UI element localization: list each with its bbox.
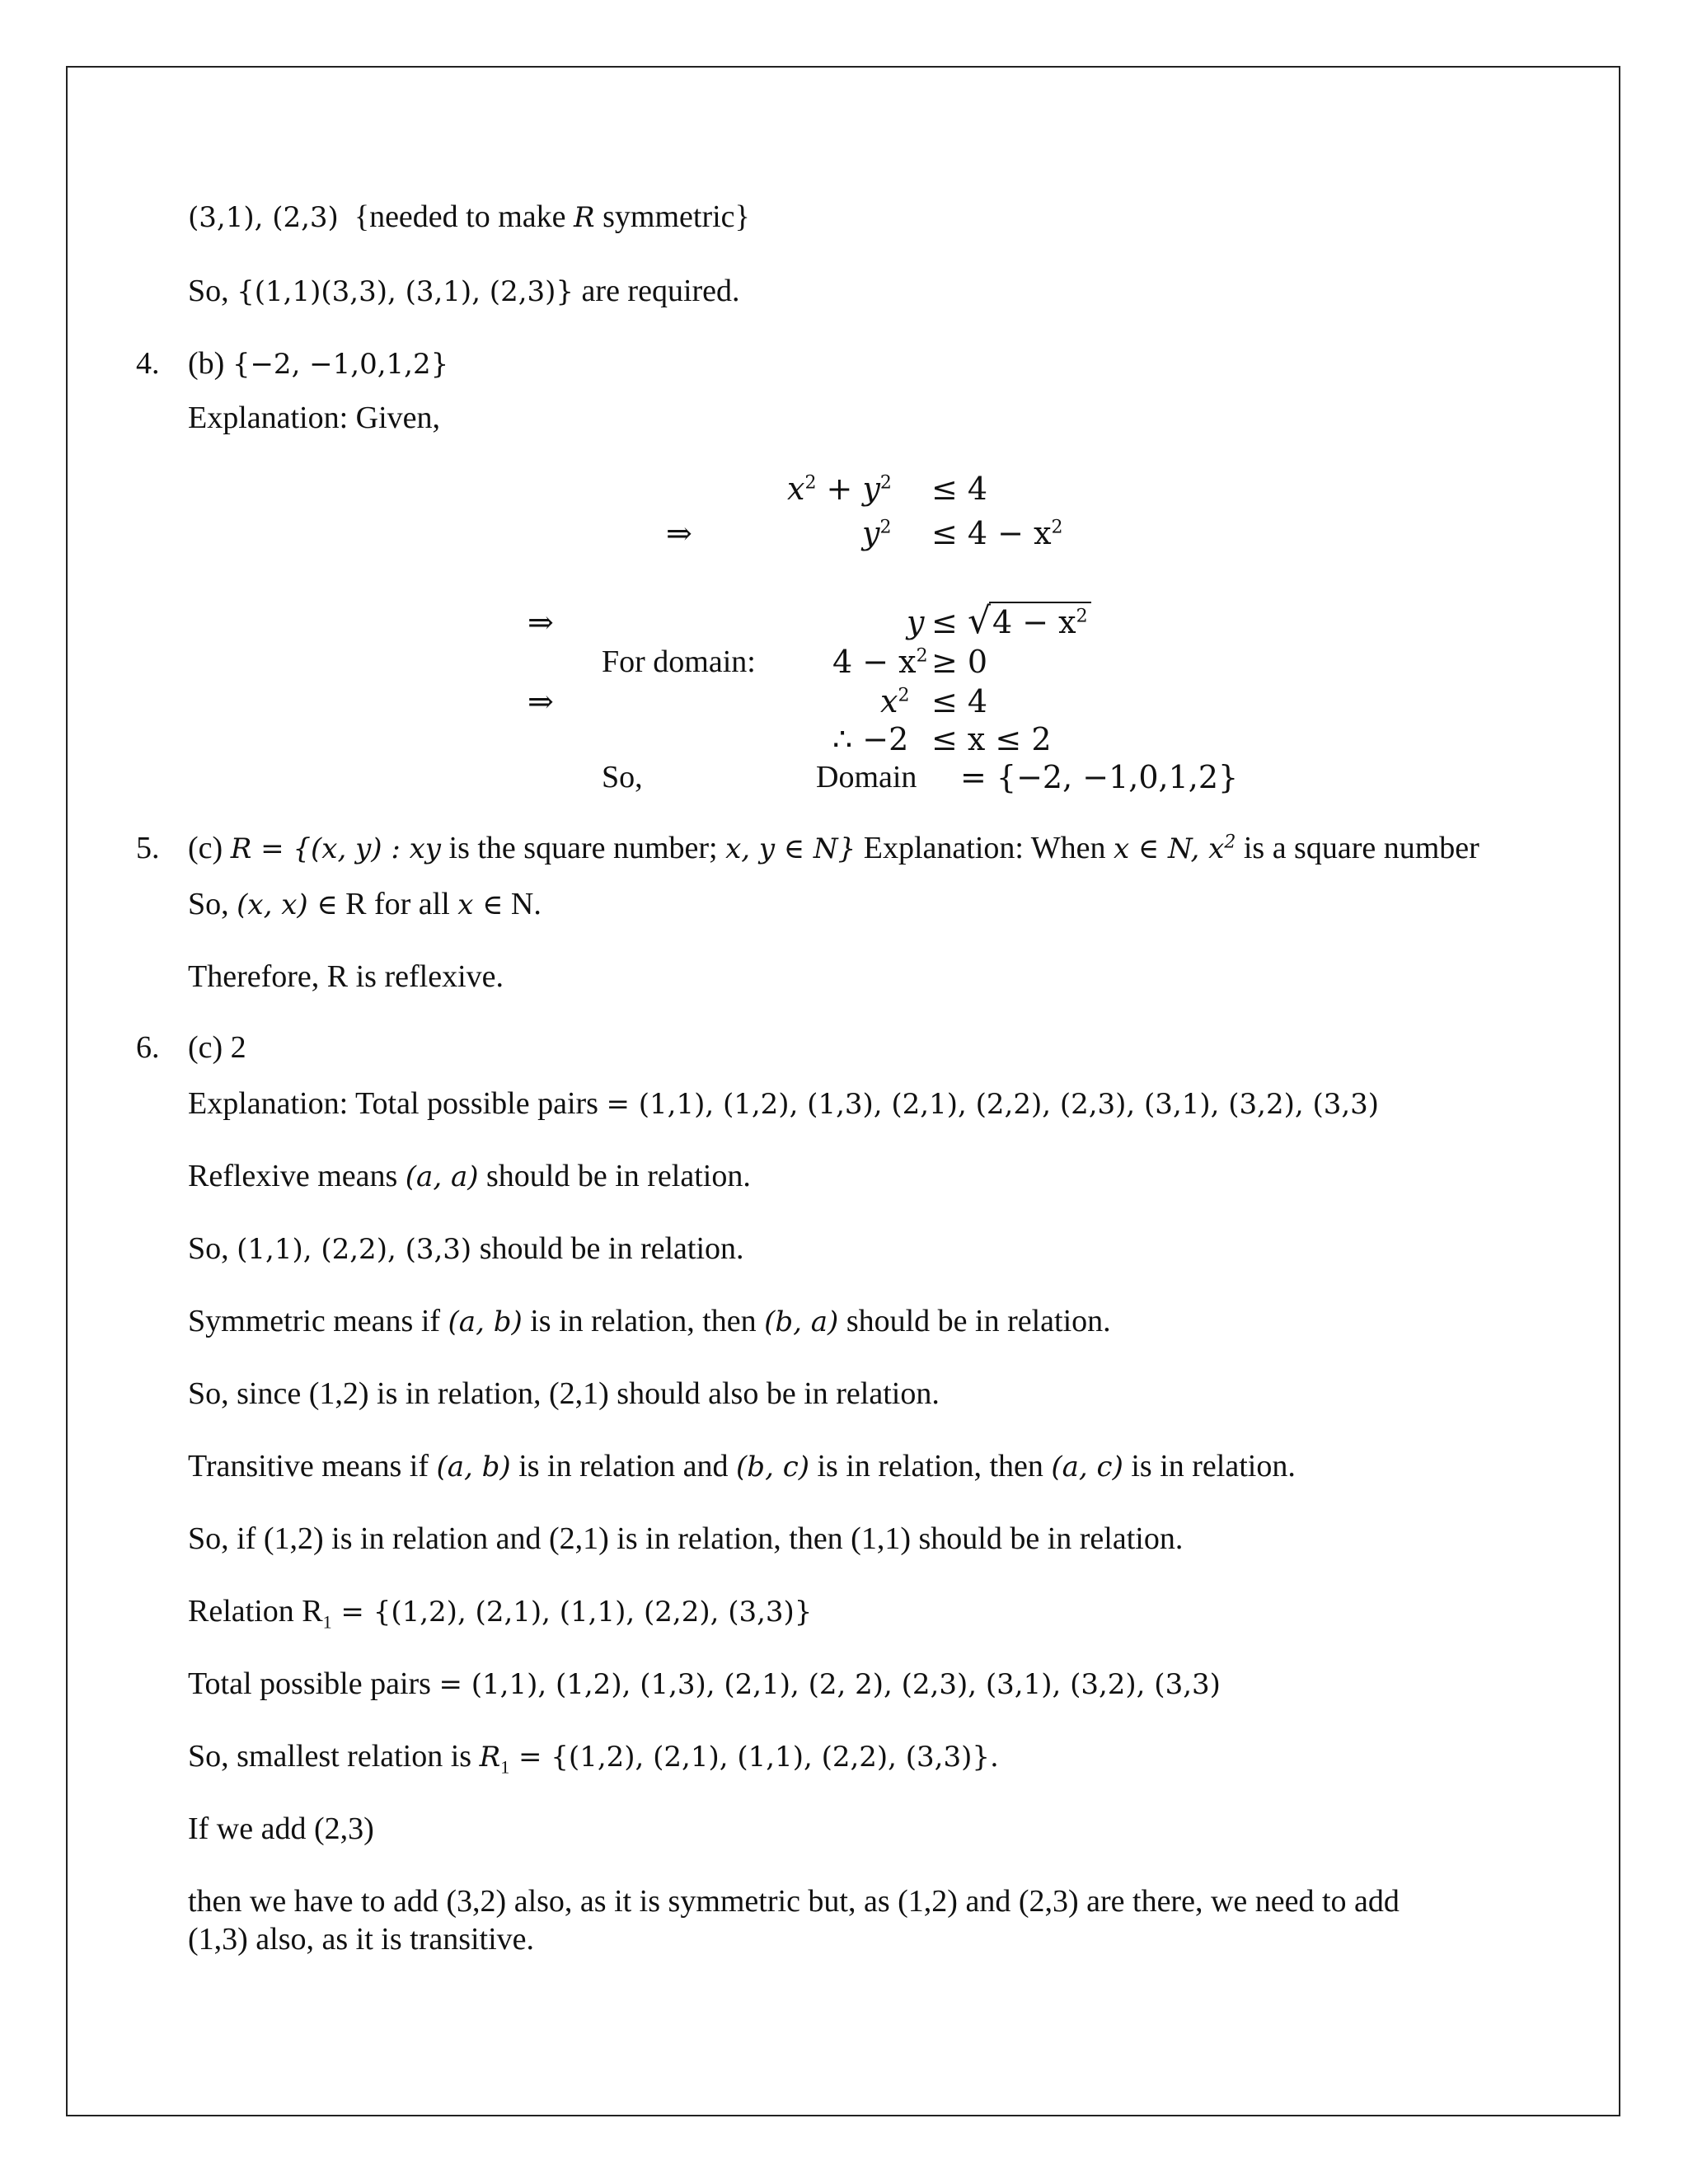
eq1-rhs: ≤ 4	[931, 471, 988, 507]
q6-line-9	[188, 1665, 1221, 1704]
q5-text-3: is a square number	[1236, 831, 1479, 865]
top-line-2	[188, 272, 740, 311]
q5-text-2: Explanation: When	[856, 831, 1114, 865]
domain-label: Domain	[816, 760, 917, 794]
eq3-root: 4 − x	[992, 604, 1076, 640]
q6-l8-b: = {(1,2), (2,1), (1,1), (2,2), (3,3)}	[331, 1596, 813, 1629]
q6-line-13: (1,3) also, as it is transitive.	[188, 1922, 535, 1957]
q6-l4-d: (b, a)	[764, 1305, 839, 1338]
q5-text-4: R for all	[337, 887, 458, 921]
q6-line-12: then we have to add (3,2) also, as it is symmetric but, as (1,2) and (2,3) are there, we need to add	[188, 1884, 1400, 1919]
eq6-rhs: ≤ x ≤ 2	[931, 721, 1052, 757]
q6-l6-f: (a, c)	[1051, 1451, 1123, 1483]
eq3-rhs: ≤ $√4 - x^2$	[931, 602, 1091, 641]
q6-l2-b: (a, a)	[405, 1160, 479, 1193]
implies-arrow-3: ⇒	[528, 683, 554, 719]
q6-l6-c: is in relation and	[510, 1449, 737, 1483]
q5-x-in: x ∈	[457, 888, 504, 921]
q4-answer-label: (b)	[188, 346, 232, 381]
q6-l3-c: should be in relation.	[471, 1231, 744, 1266]
q6-l2-a: Reflexive means	[188, 1159, 406, 1193]
q6-answer: (c) 2	[188, 1030, 246, 1065]
pairs-needed: (3,1), (2,3)	[188, 201, 339, 234]
q4-number: 4.	[136, 346, 160, 381]
eq5-lhs: $x^2$	[880, 683, 910, 719]
q6-l4-e: should be in relation.	[838, 1304, 1111, 1338]
eq3-le: ≤	[931, 604, 958, 640]
implies-arrow-2: ⇒	[528, 604, 554, 640]
so-text: So,	[188, 274, 237, 308]
q6-line-3	[188, 1230, 744, 1268]
q5-domain: x, y ∈ N}	[725, 832, 856, 865]
q6-l4-b: (a, b)	[448, 1305, 523, 1338]
q6-l4-a: Symmetric means if	[188, 1304, 448, 1338]
required-set: {(1,1)(3,3), (3,1), (2,3)}	[237, 275, 574, 308]
q4-answer	[188, 344, 448, 383]
q6-l9-a: Total possible pairs	[188, 1666, 439, 1701]
q6-line-11: If we add (2,3)	[188, 1811, 374, 1846]
q5-number: 5.	[136, 831, 160, 865]
q5-text-5: N.	[503, 887, 542, 921]
eq1-lhs: $x^2 + y^2$	[787, 471, 892, 507]
q6-l6-a: Transitive means if	[188, 1449, 437, 1483]
q4-explanation: Explanation: Given,	[188, 401, 441, 435]
q6-l1-label: Explanation: Total possible pairs	[188, 1086, 607, 1121]
q6-l10-c: = {(1,2), (2,1), (1,1), (2,2), (3,3)}.	[509, 1741, 999, 1774]
q5-so: So,	[188, 887, 237, 921]
domain-value: = {−2, −1,0,1,2}	[960, 759, 1239, 795]
q6-l6-g: is in relation.	[1123, 1449, 1296, 1483]
q5-line-3: Therefore, R is reflexive.	[188, 959, 504, 994]
q6-l4-c: is in relation, then	[522, 1304, 765, 1338]
eq4-lhs-text: 4 − x	[832, 644, 917, 680]
q5-text-1: is the square number;	[441, 831, 726, 865]
q6-line-1	[188, 1085, 1379, 1123]
q6-l10-b: R	[479, 1741, 501, 1774]
for-domain-label: For domain:	[602, 644, 756, 679]
eq5-rhs: ≤ 4	[931, 683, 988, 719]
q6-line-7: So, if (1,2) is in relation and (2,1) is in relation, then (1,1) should be in relation.	[188, 1521, 1184, 1556]
q6-line-5: So, since (1,2) is in relation, (2,1) should also be in relation.	[188, 1376, 940, 1411]
q5-xsq: x ∈ N, $x^2$	[1114, 832, 1236, 865]
q6-line-6	[188, 1447, 1296, 1486]
eq2-rhs: ≤ $4 - x^2$	[931, 515, 1063, 551]
q6-l6-b: (a, b)	[436, 1451, 511, 1483]
q5-answer-label: (c)	[188, 831, 231, 865]
q6-l6-e: is in relation, then	[809, 1449, 1052, 1483]
symmetric-text: symmetric}	[594, 199, 750, 234]
q6-number: 6.	[136, 1030, 160, 1065]
q6-l1-pairs: = (1,1), (1,2), (1,3), (2,1), (2,2), (2,3), (3,1), (3,2), (3,3)	[606, 1088, 1380, 1121]
q5-line-1	[188, 829, 1479, 868]
q6-line-8: Relation $R_1 = \{(1,2)$, (2,1), (1,1), (2,2), (3,3)}	[188, 1594, 813, 1633]
q6-l9-b: = (1,1), (1,2), (1,3), (2,1), (2, 2), (2,3), (3,1), (3,2), (3,3)	[438, 1668, 1221, 1701]
q6-line-2	[188, 1157, 751, 1196]
eq2-lhs: $y^2$	[862, 515, 892, 551]
so-label: So,	[602, 760, 643, 794]
eq2-rhs-text: ≤ 4 − x	[931, 515, 1052, 551]
implies-arrow-1: ⇒	[666, 515, 692, 551]
eq4-lhs: $4 - x^2$	[832, 644, 928, 680]
eq3-lhs: y	[907, 604, 925, 640]
q6-line-10: So, smallest relation is $R_1 = \{(1,2)$, (2,1), (1,1), (2,2), (3,3)}.	[188, 1739, 999, 1778]
q4-answer-set: {−2, −1,0,1,2}	[232, 348, 449, 381]
q6-l10-a: So, smallest relation is	[188, 1739, 480, 1774]
eq4-rhs: ≥ 0	[931, 644, 988, 680]
relation-R: R	[574, 201, 595, 234]
q5-line-2	[188, 885, 542, 924]
q5-xsq-text: x ∈ N, x	[1114, 832, 1225, 865]
q5-pair: (x, x) ∈	[237, 888, 338, 921]
q6-l8-a: Relation R	[188, 1594, 323, 1629]
q6-l2-c: should be in relation.	[478, 1159, 751, 1193]
q5-relation: R = {(x, y) : xy	[230, 832, 442, 865]
q6-l3-b: (1,1), (2,2), (3,3)	[237, 1233, 472, 1266]
q6-l3-a: So,	[188, 1231, 237, 1266]
top-line-1	[188, 198, 750, 237]
q6-line-4	[188, 1302, 1111, 1341]
required-text: are required.	[574, 274, 740, 308]
q6-l6-d: (b, c)	[736, 1451, 809, 1483]
eq6-lhs: ∴ −2	[832, 721, 909, 757]
needed-text: {needed to make	[354, 199, 574, 234]
